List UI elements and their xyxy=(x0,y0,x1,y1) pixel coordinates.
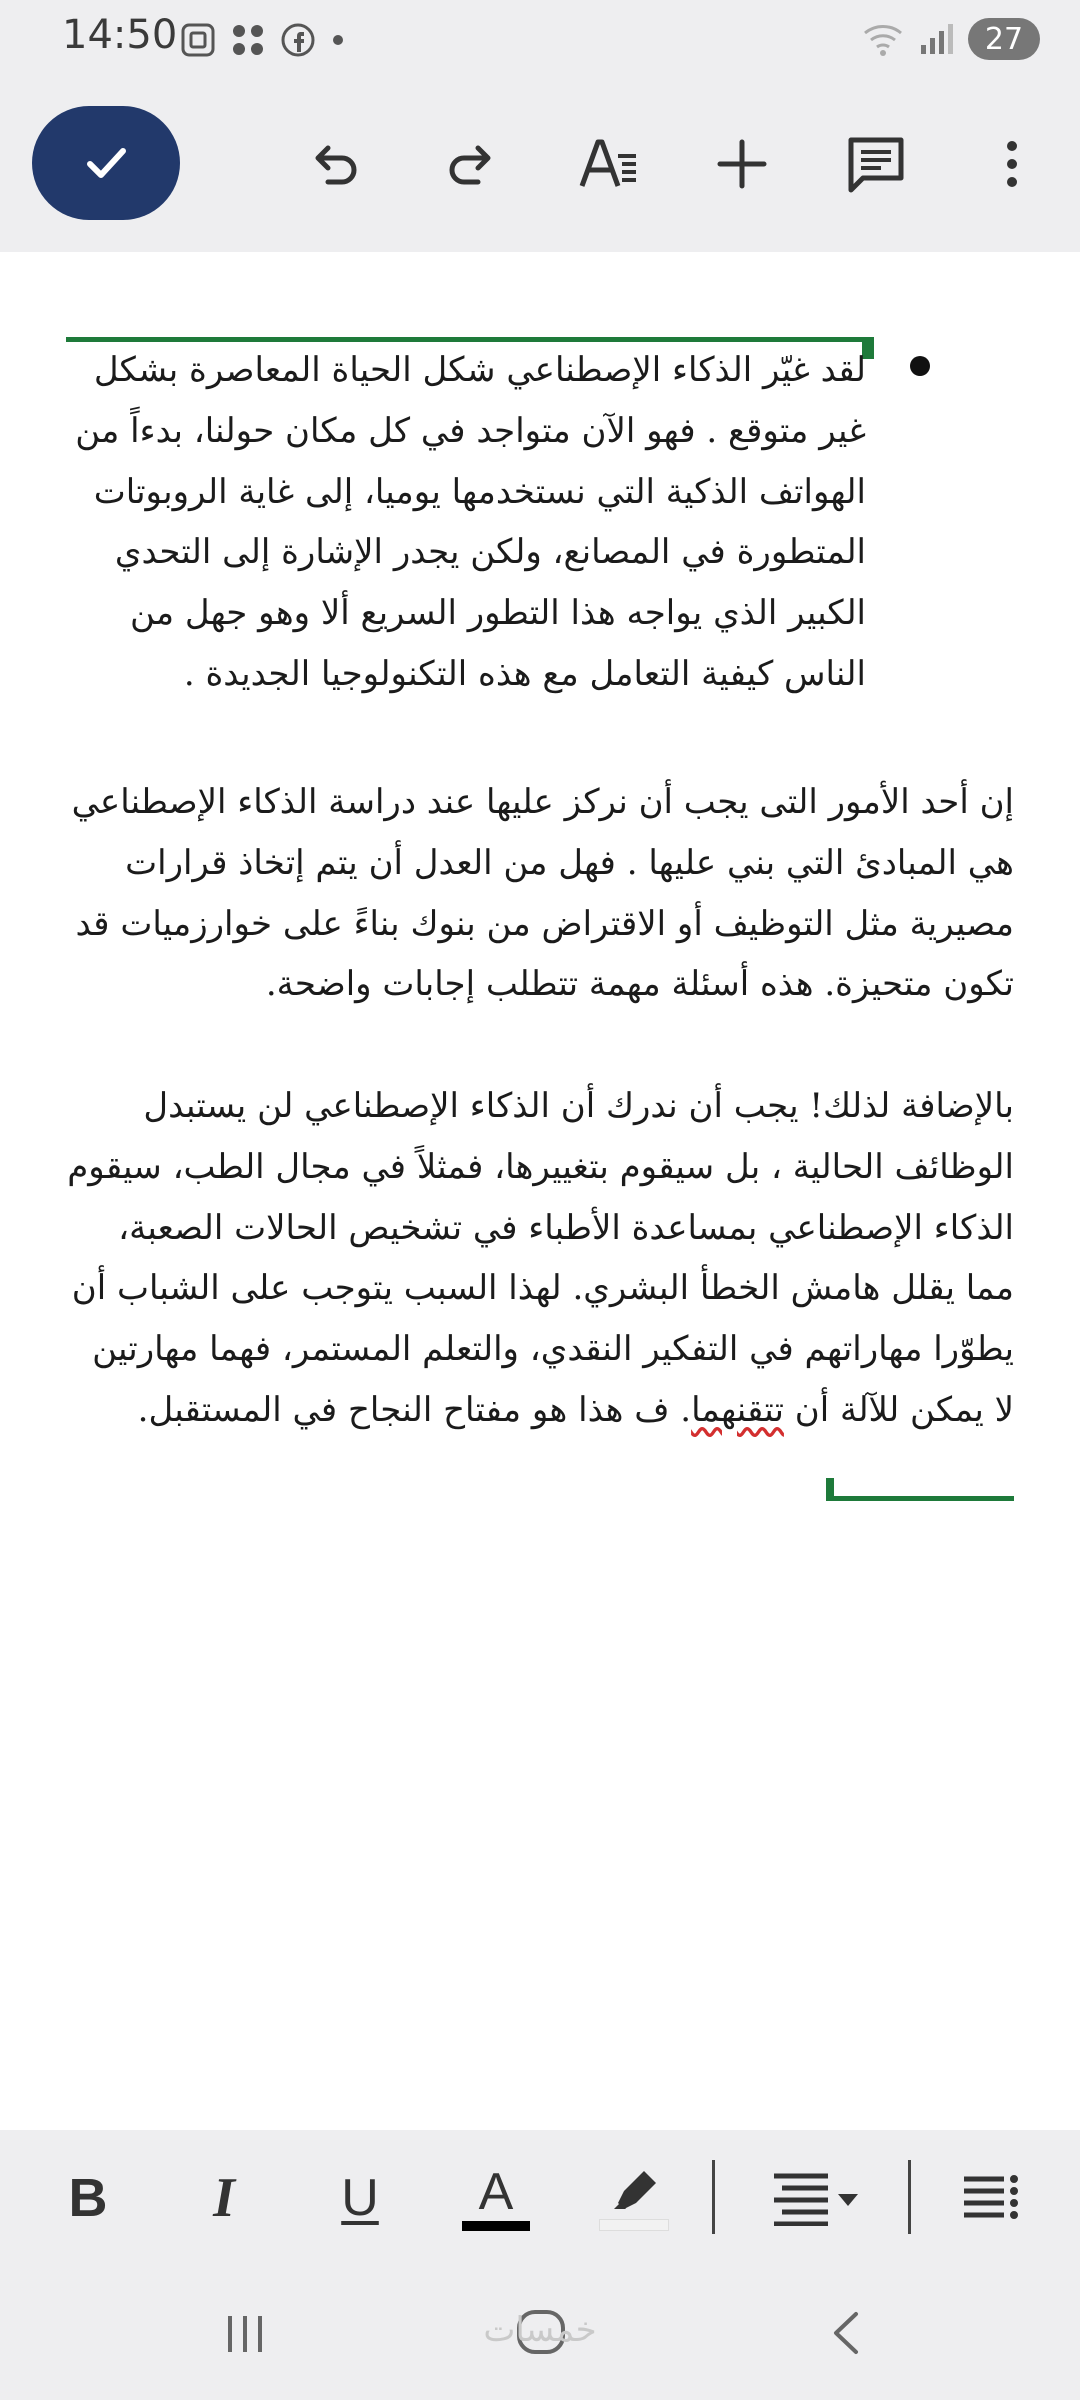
bold-button[interactable] xyxy=(48,2158,128,2238)
text-color-button[interactable] xyxy=(456,2158,536,2238)
editor-toolbar xyxy=(0,80,1080,252)
facebook-icon xyxy=(280,22,316,58)
back-icon xyxy=(822,2308,872,2358)
format-divider xyxy=(712,2160,715,2234)
wifi-icon xyxy=(862,21,904,57)
misspelled-word[interactable]: تتقنهما xyxy=(691,1389,784,1430)
battery-icon: 27 xyxy=(968,18,1040,60)
dot-icon xyxy=(330,32,346,48)
list-icon xyxy=(960,2173,1020,2223)
text-format-icon xyxy=(576,134,640,194)
back-button[interactable] xyxy=(812,2298,882,2368)
list-button[interactable] xyxy=(950,2158,1030,2238)
done-button[interactable] xyxy=(32,106,180,220)
format-bar xyxy=(0,2130,1080,2264)
insert-button[interactable] xyxy=(704,126,780,202)
underline-button[interactable] xyxy=(320,2158,400,2238)
paragraph-1[interactable]: لقد غيّر الذكاء الإصطناعي شكل الحياة المعاصرة بشكل غير متوقع . فهو الآن متواجد في كل مكان حولنا، بدءاً من الهواتف الذكية التي نستخدمها يوميا، إلى غاية الروبوتات المتطورة في المصانع، ولكن يجدر الإشارة إلى التحدي الكبير الذي يواجه هذا التطور السريع ألا وهو جهل من الناس كيفية التعامل مع هذه التكنولوجيا الجديدة . xyxy=(75,350,866,694)
undo-button[interactable] xyxy=(298,126,374,202)
selection-end-handle[interactable] xyxy=(826,1478,834,1500)
text-format-button[interactable] xyxy=(570,126,646,202)
undo-icon xyxy=(306,134,366,194)
status-time: 14:50 xyxy=(62,12,178,58)
align-button[interactable] xyxy=(766,2158,866,2238)
highlight-swatch xyxy=(599,2219,669,2231)
align-icon xyxy=(768,2170,864,2226)
bullet-point xyxy=(910,356,930,376)
paragraph-2[interactable]: إن أحد الأمور التى يجب أن نركز عليها عند دراسة الذكاء الإصطناعي هي المبادئ التي بني عليها . فهل من العدل أن يتم إتخاذ قرارات مصيرية مثل التوظيف أو الاقتراض من بنوك بناءً على خوارزميات قد تكون متحيزة. هذه أسئلة مهمة تتطلب إجابات واضحة. xyxy=(71,782,1014,1005)
check-icon xyxy=(78,135,134,191)
paragraph-3-text-b: . ف هذا هو مفتاح النجاح في المستقبل. xyxy=(137,1389,692,1430)
italic-button[interactable] xyxy=(184,2158,264,2238)
more-vert-icon xyxy=(1002,134,1022,194)
paragraph-3[interactable] xyxy=(66,1076,1014,1441)
watermark-text: خمسات xyxy=(483,2310,597,2350)
status-system-icons xyxy=(862,14,1040,64)
selection-bottom-marker xyxy=(826,1496,1014,1501)
status-bar xyxy=(0,0,1080,80)
paragraph-3-text-a: بالإضافة لذلك! يجب أن ندرك أن الذكاء الإصطناعي لن يستبدل الوظائف الحالية ، بل سيقوم بتغييرها، فمثلاً في مجال الطب، سيقوم الذكاء الإصطناعي بمساعدة الأطباء في تشخيص الحالات الصعبة، مما يقلل هامش الخطأ البشري. لهذا السبب يتوجب على الشباب أن يطوّرا مهاراتهم في التفكير النقدي، والتعلم المستمر، فهما مهارتين لا يمكن للآلة أن xyxy=(67,1086,1014,1430)
more-options-button[interactable] xyxy=(974,126,1050,202)
comment-button[interactable] xyxy=(838,126,914,202)
highlight-button[interactable] xyxy=(594,2158,674,2238)
signal-icon xyxy=(918,21,954,57)
redo-button[interactable] xyxy=(432,126,508,202)
format-divider-2 xyxy=(908,2160,911,2234)
grid-apps-icon xyxy=(230,22,266,58)
insert-plus-icon xyxy=(712,134,772,194)
recent-apps-icon xyxy=(220,2308,270,2358)
text-color-label: A xyxy=(478,2163,514,2221)
screenshot-icon xyxy=(180,22,216,58)
highlight-icon xyxy=(604,2165,664,2217)
system-nav-bar xyxy=(0,2264,1080,2400)
recent-apps-button[interactable] xyxy=(210,2298,280,2368)
status-notification-icons xyxy=(180,18,346,62)
underline-label: U xyxy=(341,2169,379,2227)
bold-label: B xyxy=(68,2168,108,2228)
text-color-swatch xyxy=(462,2221,530,2231)
redo-icon xyxy=(440,134,500,194)
italic-label: I xyxy=(213,2167,235,2229)
comment-icon xyxy=(845,134,907,194)
